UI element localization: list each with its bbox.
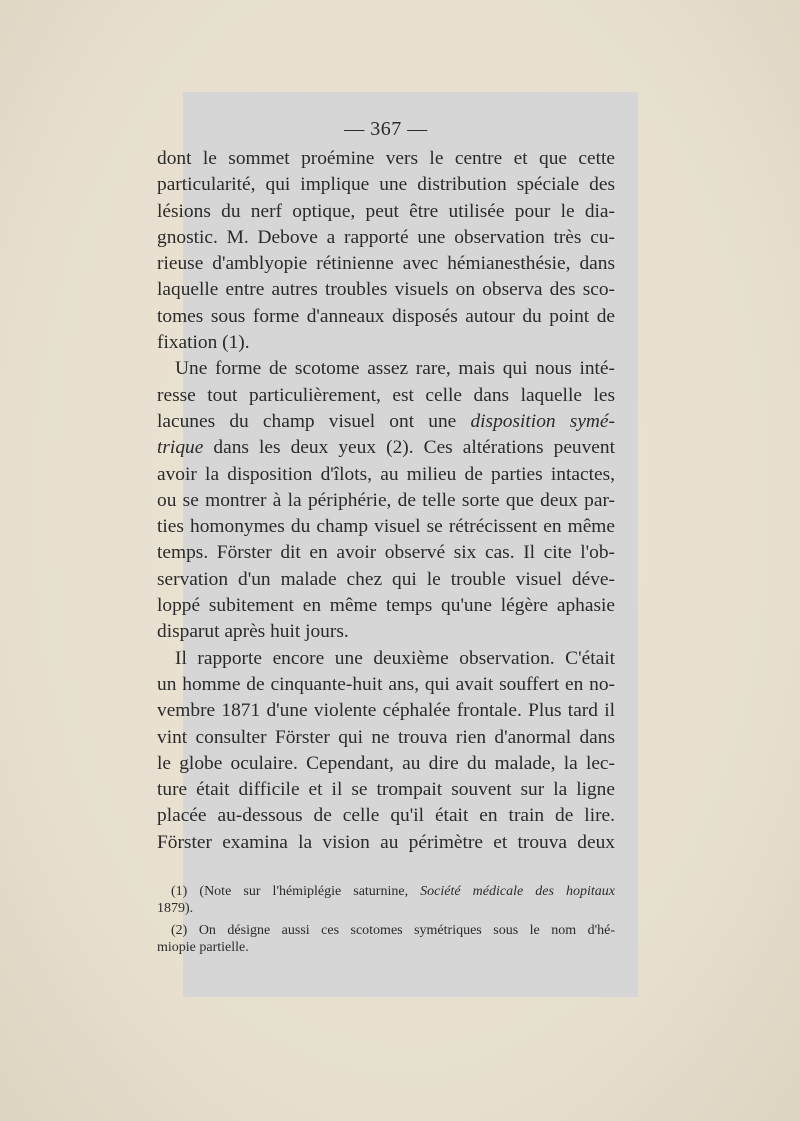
footnote-line: 1879).	[157, 900, 194, 916]
footnote-marker: (1)	[171, 884, 188, 899]
text-line: rieuse d'amblyopie rétinienne avec hémianesthésie, dans	[157, 253, 615, 275]
text-line: Förster examina la vision au périmètre et trouva deux	[157, 831, 615, 853]
footnote-text: On désigne aussi ces scotomes symétriques sous le nom d'hé-	[187, 923, 615, 938]
footnote-line: miopie partielle.	[157, 939, 249, 955]
text-line: un homme de cinquante-huit ans, qui avait souffert en no-	[157, 673, 615, 695]
text-line: le globe oculaire. Cependant, au dire du malade, la lec-	[157, 752, 615, 774]
paragraph-2	[157, 356, 615, 645]
footnote-line	[157, 923, 615, 940]
page-number: — 367 —	[344, 118, 428, 140]
text-line: loppé subitement en même temps qu'une légère aphasie	[157, 595, 615, 617]
text-line: tomes sous forme d'anneaux disposés autour du point de	[157, 305, 615, 327]
text-line: Une forme de scotome assez rare, mais qui nous inté-	[175, 358, 615, 380]
text-line: ou se montrer à la périphérie, de telle sorte que deux par-	[157, 489, 615, 511]
footnote-text: (Note sur l'hémiplégie saturnine,	[187, 884, 421, 899]
text-line: resse tout particulièrement, est celle dans laquelle les	[157, 384, 615, 406]
italic-phrase: trique	[157, 437, 204, 459]
text-line: servation d'un malade chez qui le trouble visuel déve-	[157, 568, 615, 590]
paragraph-3	[157, 646, 615, 856]
text-line: fixation (1).	[157, 332, 250, 354]
paragraph-1	[157, 146, 615, 356]
text-line	[157, 435, 615, 461]
footnote-italic: Société médicale des hopitaux	[420, 884, 616, 899]
text-line: gnostic. M. Debove a rapporté une observation très cu-	[157, 226, 615, 248]
text-segment: lacunes du champ visuel ont une	[157, 410, 471, 432]
footnote-marker: (2)	[171, 923, 188, 938]
text-line	[157, 409, 615, 435]
text-line: Il rapporte encore une deuxième observation. C'était	[175, 647, 615, 669]
text-line: temps. Förster dit en avoir observé six cas. Il cite l'ob-	[157, 542, 615, 564]
text-segment: dans les deux yeux (2). Ces altérations peuvent	[203, 437, 615, 459]
body-text	[157, 116, 615, 856]
text-line: vembre 1871 d'une violente céphalée frontale. Plus tard il	[157, 700, 615, 722]
footnote-2	[157, 923, 615, 956]
text-line: avoir la disposition d'îlots, au milieu de parties intactes,	[157, 463, 615, 485]
footnote-line	[157, 884, 615, 901]
text-line: placée au-dessous de celle qu'il était en train de lire.	[157, 805, 615, 827]
text-line: dont le sommet proémine vers le centre et que cette	[157, 148, 615, 169]
text-line: lésions du nerf optique, peut être utilisée pour le dia-	[157, 200, 615, 222]
footnotes	[157, 884, 615, 962]
text-line: particularité, qui implique une distribution spéciale des	[157, 174, 615, 196]
footnote-1	[157, 884, 615, 917]
text-line: vint consulter Förster qui ne trouva rien d'anormal dans	[157, 726, 615, 748]
text-line: ture était difficile et il se trompait souvent sur la ligne	[157, 779, 615, 801]
text-line: ties homonymes du champ visuel se rétrécissent en même	[157, 516, 615, 538]
text-line: laquelle entre autres troubles visuels on observa des sco-	[157, 279, 615, 301]
italic-phrase: disposition symé-	[470, 410, 615, 432]
text-line: disparut après huit jours.	[157, 621, 349, 643]
